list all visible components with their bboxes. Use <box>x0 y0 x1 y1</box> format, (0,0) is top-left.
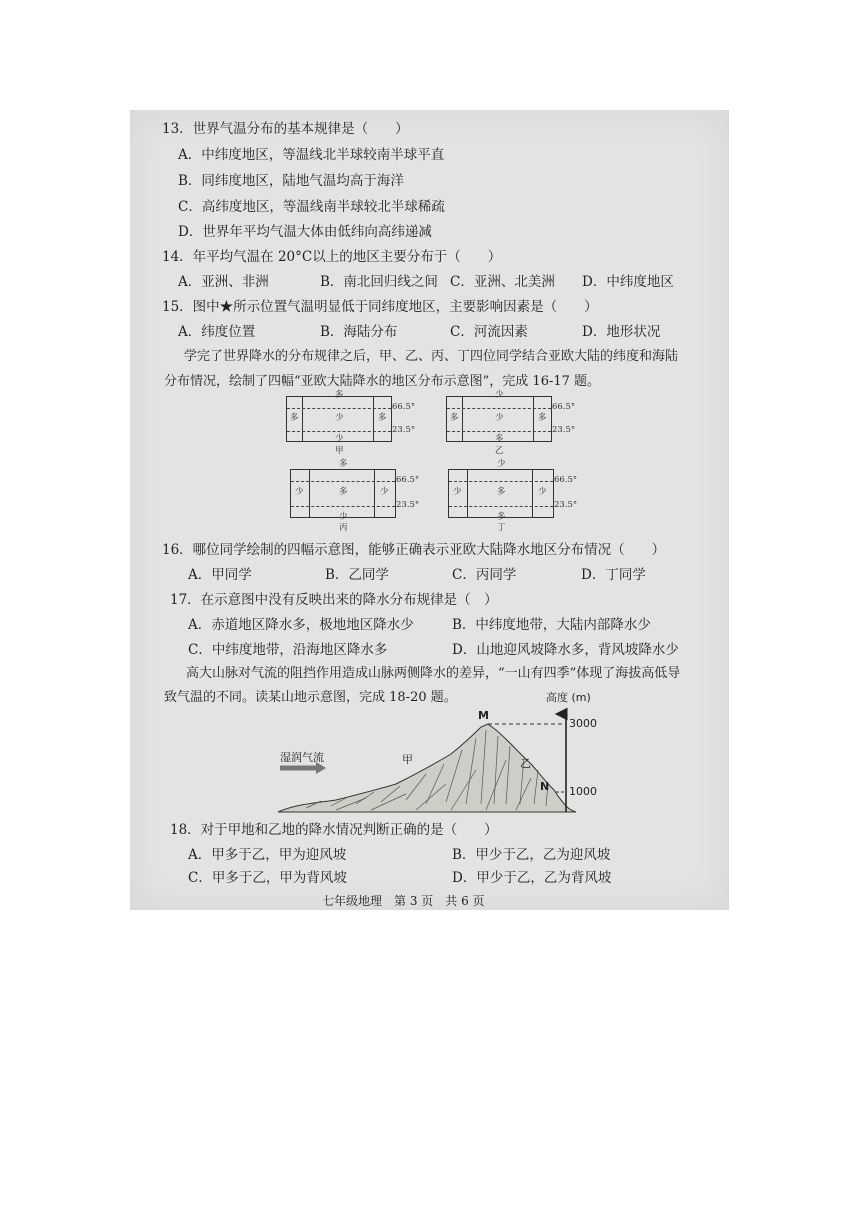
jia-left-line <box>302 397 303 441</box>
q15-option-d: D．地形状况 <box>582 324 661 340</box>
peak-label-m: M <box>478 709 489 722</box>
ding-right-label: 少 <box>538 487 547 497</box>
jia-name: 甲 <box>335 446 344 456</box>
ding-name: 丁 <box>497 523 506 533</box>
q14-stem: 14．年平均气温在 20°C以上的地区主要分布于（ ） <box>162 249 502 265</box>
bing-lat-low: 23.5° <box>396 500 420 510</box>
ding-line-66 <box>449 481 553 482</box>
jia-top-label: 多 <box>335 390 344 400</box>
exam-page <box>130 110 729 910</box>
ding-left-line <box>467 470 468 517</box>
bing-right-line <box>374 470 375 517</box>
yi-line-23 <box>447 431 551 432</box>
slope-label-jia: 甲 <box>402 753 413 766</box>
q14-option-a: A．亚洲、非洲 <box>178 274 269 290</box>
jia-line-66 <box>287 408 391 409</box>
intro18-line1: 高大山脉对气流的阻挡作用造成山脉两侧降水的差异，“一山有四季”体现了海拔高低导 <box>186 666 681 681</box>
yi-name: 乙 <box>495 446 504 456</box>
yi-bottom-label: 多 <box>495 434 504 444</box>
jia-left-label: 多 <box>290 413 299 423</box>
yi-center-label: 少 <box>495 413 504 423</box>
ding-center-label: 多 <box>497 487 506 497</box>
q14-option-c: C．亚洲、北美洲 <box>450 274 555 290</box>
diagram-ding <box>442 459 578 533</box>
ding-bottom-label: 多 <box>497 512 506 522</box>
yi-right-label: 多 <box>538 413 547 423</box>
q18-stem: 18．对于甲地和乙地的降水情况判断正确的是（ ） <box>170 822 498 838</box>
ding-top-label: 少 <box>497 459 506 469</box>
q17-option-d: D．山地迎风坡降水多，背风坡降水少 <box>452 642 679 658</box>
intro16-line1: 学完了世界降水的分布规律之后，甲、乙、丙、丁四位同学结合亚欧大陆的纬度和海陆 <box>184 349 679 364</box>
bing-lat-high: 66.5° <box>396 475 420 485</box>
ding-right-line <box>532 470 533 517</box>
yi-line-66 <box>447 408 551 409</box>
yi-top-label: 少 <box>495 390 504 400</box>
jia-lat-high: 66.5° <box>392 402 416 412</box>
ding-line-23 <box>449 506 553 507</box>
page-footer: 七年级地理 第 3 页 共 6 页 <box>322 894 485 908</box>
q13-option-a: A．中纬度地区，等温线北半球较南半球平直 <box>178 147 445 163</box>
bing-left-line <box>309 470 310 517</box>
diagram-jia <box>280 390 416 463</box>
jia-lat-low: 23.5° <box>392 425 416 435</box>
ding-lat-high: 66.5° <box>554 475 578 485</box>
bing-center-label: 多 <box>339 487 348 497</box>
q17-option-b: B．中纬度地带，大陆内部降水少 <box>452 617 651 633</box>
q15-stem: 15．图中★所示位置气温明显低于同纬度地区，主要影响因素是（ ） <box>162 299 598 315</box>
q16-stem: 16．哪位同学绘制的四幅示意图，能够正确表示亚欧大陆降水地区分布情况（ ） <box>162 542 666 558</box>
height-axis-label: 高度 (m) <box>546 691 591 704</box>
q16-option-b: B．乙同学 <box>325 567 389 583</box>
tick-3000: 3000 <box>569 717 597 730</box>
yi-right-line <box>533 397 534 441</box>
q18-option-b: B．甲少于乙，乙为迎风坡 <box>452 847 611 863</box>
jia-bottom-label: 少 <box>335 434 344 444</box>
bing-left-label: 少 <box>295 487 304 497</box>
q18-option-c: C．甲多于乙，甲为背风坡 <box>188 870 347 886</box>
ding-lat-low: 23.5° <box>554 500 578 510</box>
bing-right-label: 少 <box>380 487 389 497</box>
jia-right-line <box>373 397 374 441</box>
tick-1000: 1000 <box>569 785 597 798</box>
bing-top-label: 多 <box>339 459 348 469</box>
yi-left-label: 多 <box>450 413 459 423</box>
q15-option-b: B．海陆分布 <box>320 324 398 340</box>
q14-option-b: B．南北回归线之间 <box>320 274 438 290</box>
q17-stem: 17．在示意图中没有反映出来的降水分布规律是（ ） <box>170 592 498 608</box>
bing-line-66 <box>291 481 395 482</box>
diagram-yi <box>440 390 576 463</box>
q16-option-c: C．丙同学 <box>452 567 517 583</box>
yi-left-line <box>462 397 463 441</box>
bing-bottom-label: 少 <box>339 512 348 522</box>
q17-option-c: C．中纬度地带，沿海地区降水多 <box>188 642 388 658</box>
airflow-label: 湿润气流 <box>280 751 324 764</box>
ding-box <box>448 469 554 518</box>
intro18-line2: 致气温的不同。读某山地示意图，完成 18-20 题。 <box>164 690 457 705</box>
diagram-bing <box>284 459 420 533</box>
q16-option-d: D．丁同学 <box>581 567 646 583</box>
intro16-line2: 分布情况，绘制了四幅“亚欧大陆降水的地区分布示意图”，完成 16-17 题。 <box>164 374 601 389</box>
q13-option-c: C．高纬度地区，等温线南半球较北半球稀疏 <box>178 199 445 215</box>
q15-option-a: A．纬度位置 <box>178 324 256 340</box>
q13-stem: 13．世界气温分布的基本规律是（ ） <box>162 121 409 137</box>
ding-left-label: 少 <box>453 487 462 497</box>
jia-center-label: 少 <box>335 413 344 423</box>
bing-line-23 <box>291 506 395 507</box>
q17-option-a: A．赤道地区降水多，极地地区降水少 <box>188 617 414 633</box>
q18-option-a: A．甲多于乙，甲为迎风坡 <box>188 847 347 863</box>
jia-right-label: 多 <box>378 413 387 423</box>
q15-option-c: C．河流因素 <box>450 324 528 340</box>
yi-lat-high: 66.5° <box>552 402 576 412</box>
q13-option-b: B．同纬度地区，陆地气温均高于海洋 <box>178 173 404 189</box>
bing-box <box>290 469 396 518</box>
bing-name: 丙 <box>339 523 348 533</box>
q14-option-d: D．中纬度地区 <box>582 274 674 290</box>
q13-option-d: D．世界年平均气温大体由低纬向高纬递减 <box>178 224 432 240</box>
mountain-svg <box>276 700 616 816</box>
point-label-n: N <box>540 780 550 793</box>
q16-option-a: A．甲同学 <box>188 567 252 583</box>
q18-option-d: D．甲少于乙，乙为背风坡 <box>452 870 612 886</box>
jia-line-23 <box>287 431 391 432</box>
slope-label-yi: 乙 <box>520 757 531 770</box>
yi-lat-low: 23.5° <box>552 425 576 435</box>
